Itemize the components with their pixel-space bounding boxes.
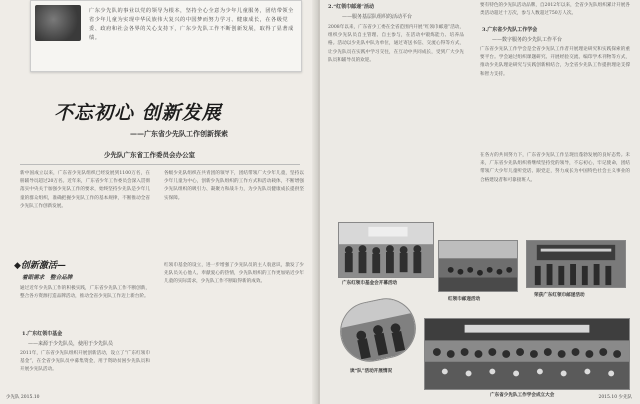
caption-photo4: 读“队”活动开展情况 bbox=[350, 369, 393, 374]
heading-work-society: 3.广东省少先队工作学会 bbox=[482, 27, 538, 33]
article-subtitle: ——广东省少先队工作创新探索 bbox=[130, 129, 228, 138]
heading-mail-activity-sub: ——服务基层队组织的活动平台 bbox=[342, 14, 413, 20]
heading-red-scarf-fund-sub: ——来源于少先队员，使用于少先队员 bbox=[28, 341, 114, 347]
banner-photo bbox=[35, 5, 81, 41]
caption-photo1: 广东红领巾基金会开幕活动 bbox=[342, 281, 398, 286]
article-title: 不忘初心 创新发展 bbox=[54, 102, 222, 124]
caption-photo2: 红领巾邮递活动 bbox=[448, 297, 481, 302]
right-col2-top: 要有特色的少先队活动品牌，自2012年以来，全省少先队组织累计开展各类活动超过十万次，参与人数超过750万人次。 bbox=[480, 3, 630, 17]
photo-fund-ceremony bbox=[338, 222, 434, 278]
right-col2-lower: 在各方的共同努力下，广东省少先队工作呈现出蓬勃发展的良好态势。未来，广东省少先队组织将继续坚持党的领导，不忘初心，牢记使命，团结带领广大少年儿童听党话、跟党走，努力成长为中国特色社会主义事业的合格建设者和可靠接班人。 bbox=[480, 153, 630, 183]
left-col1-text: 新中国成立以来，广东省少先队组织已经发展到1100万名，在册辅导员超过20万名。近年来，广东省少年工作委员会深入贯彻落实中央关于加强少先队工作的要求，始终坚持少先队是少年儿童的群众组织，准确把握少先队工作的基本规律，不断推动全省少先队工作创新发展。 bbox=[20, 171, 150, 209]
banner-text: 广东少先队的事业以党的领导为根本，坚持全心全意为少年儿童服务，团结带领全省少年儿童为实现中华民族伟大复兴的中国梦而努力学习、健康成长，在各级党委、政府和社会各界的关心支持下，广东少先队工作不断创新发展，取得了显著成绩。 bbox=[89, 8, 294, 41]
heading-mail-activity: 2.“红领巾邮递”活动 bbox=[328, 4, 374, 10]
left-page bbox=[0, 0, 318, 404]
left-col2-text: 各级少先队组织在共青团的领导下，团结带领广大少年儿童，坚持以少年儿童为中心，创新少先队组织的工作方式和活动载体，不断增强少先队组织的吸引力、凝聚力和战斗力，为少先队员健康成长提供坚实保障。 bbox=[164, 171, 304, 201]
right-col1-text: 2008年以来，广东省少工委在全省范围内开展“红领巾邮递”活动，组织少先队员自主管理、自主参与，在活动中锻炼能力、培养品格。活动以少先队中队为单位，通过寄送书信、交流心得等方式，让少先队员在实践中学习交往，在互动中共同成长，受到广大少先队员和辅导员的欢迎。 bbox=[328, 25, 464, 63]
heading-work-society-sub: ——数字服务的少先队工作平台 bbox=[492, 37, 563, 43]
left-col2-lower: 红领巾基金的设立，进一步增强了少先队员的主人翁意识，激发了少先队员关心他人、奉献爱心的热情，少先队组织的工作更加贴近少年儿童的实际需求，少先队工作不断取得新的成效。 bbox=[164, 263, 304, 285]
photo-society-meeting bbox=[424, 318, 630, 390]
photo-mail-activity bbox=[438, 240, 518, 292]
left-col1-bottom: 2011年，广东省少先队组织开展创新活动，设立了“广东红领巾基金”，在全省少先队员中募集资金，用于资助贫困少先队员和开展少先队活动。 bbox=[20, 351, 150, 373]
banner-box bbox=[30, 0, 302, 72]
right-page bbox=[320, 0, 640, 404]
article-byline: 少先队广东省工作委员会办公室 bbox=[104, 151, 195, 159]
photo-award-activity bbox=[526, 240, 626, 288]
divider bbox=[20, 164, 300, 165]
left-col1-lower: 通过近年少先队工作的积极实践，广东省少先队工作不断创新，整合各方资源打造品牌活动，推动全省少先队工作迈上新台阶。 bbox=[20, 286, 150, 300]
caption-photo5: 广东省少先队工作学会成立大会 bbox=[490, 393, 555, 398]
page-number: 少先队 2015.10 bbox=[6, 395, 40, 400]
section-badge: ◆创新激活— bbox=[14, 261, 66, 271]
section-sub: 着眼需求 整合品牌 bbox=[22, 275, 73, 281]
page-number: 2015.10 少先队 bbox=[598, 395, 632, 400]
heading-red-scarf-fund: 1.广东红领巾基金 bbox=[22, 331, 63, 337]
caption-photo3: 荣获广东红领巾邮递活动 bbox=[534, 293, 585, 298]
photo-reading-activity bbox=[335, 293, 422, 367]
right-col2-text: 广东省少先队工作学会是全省少先队工作者开展理论研究和实践探索的重要平台。学会通过组织课题研究、开展经验交流、编印学术刊物等方式，推动少先队理论研究与实践创新相结合，为全省少先队工作提供理论支撑和智力支持。 bbox=[480, 47, 630, 77]
